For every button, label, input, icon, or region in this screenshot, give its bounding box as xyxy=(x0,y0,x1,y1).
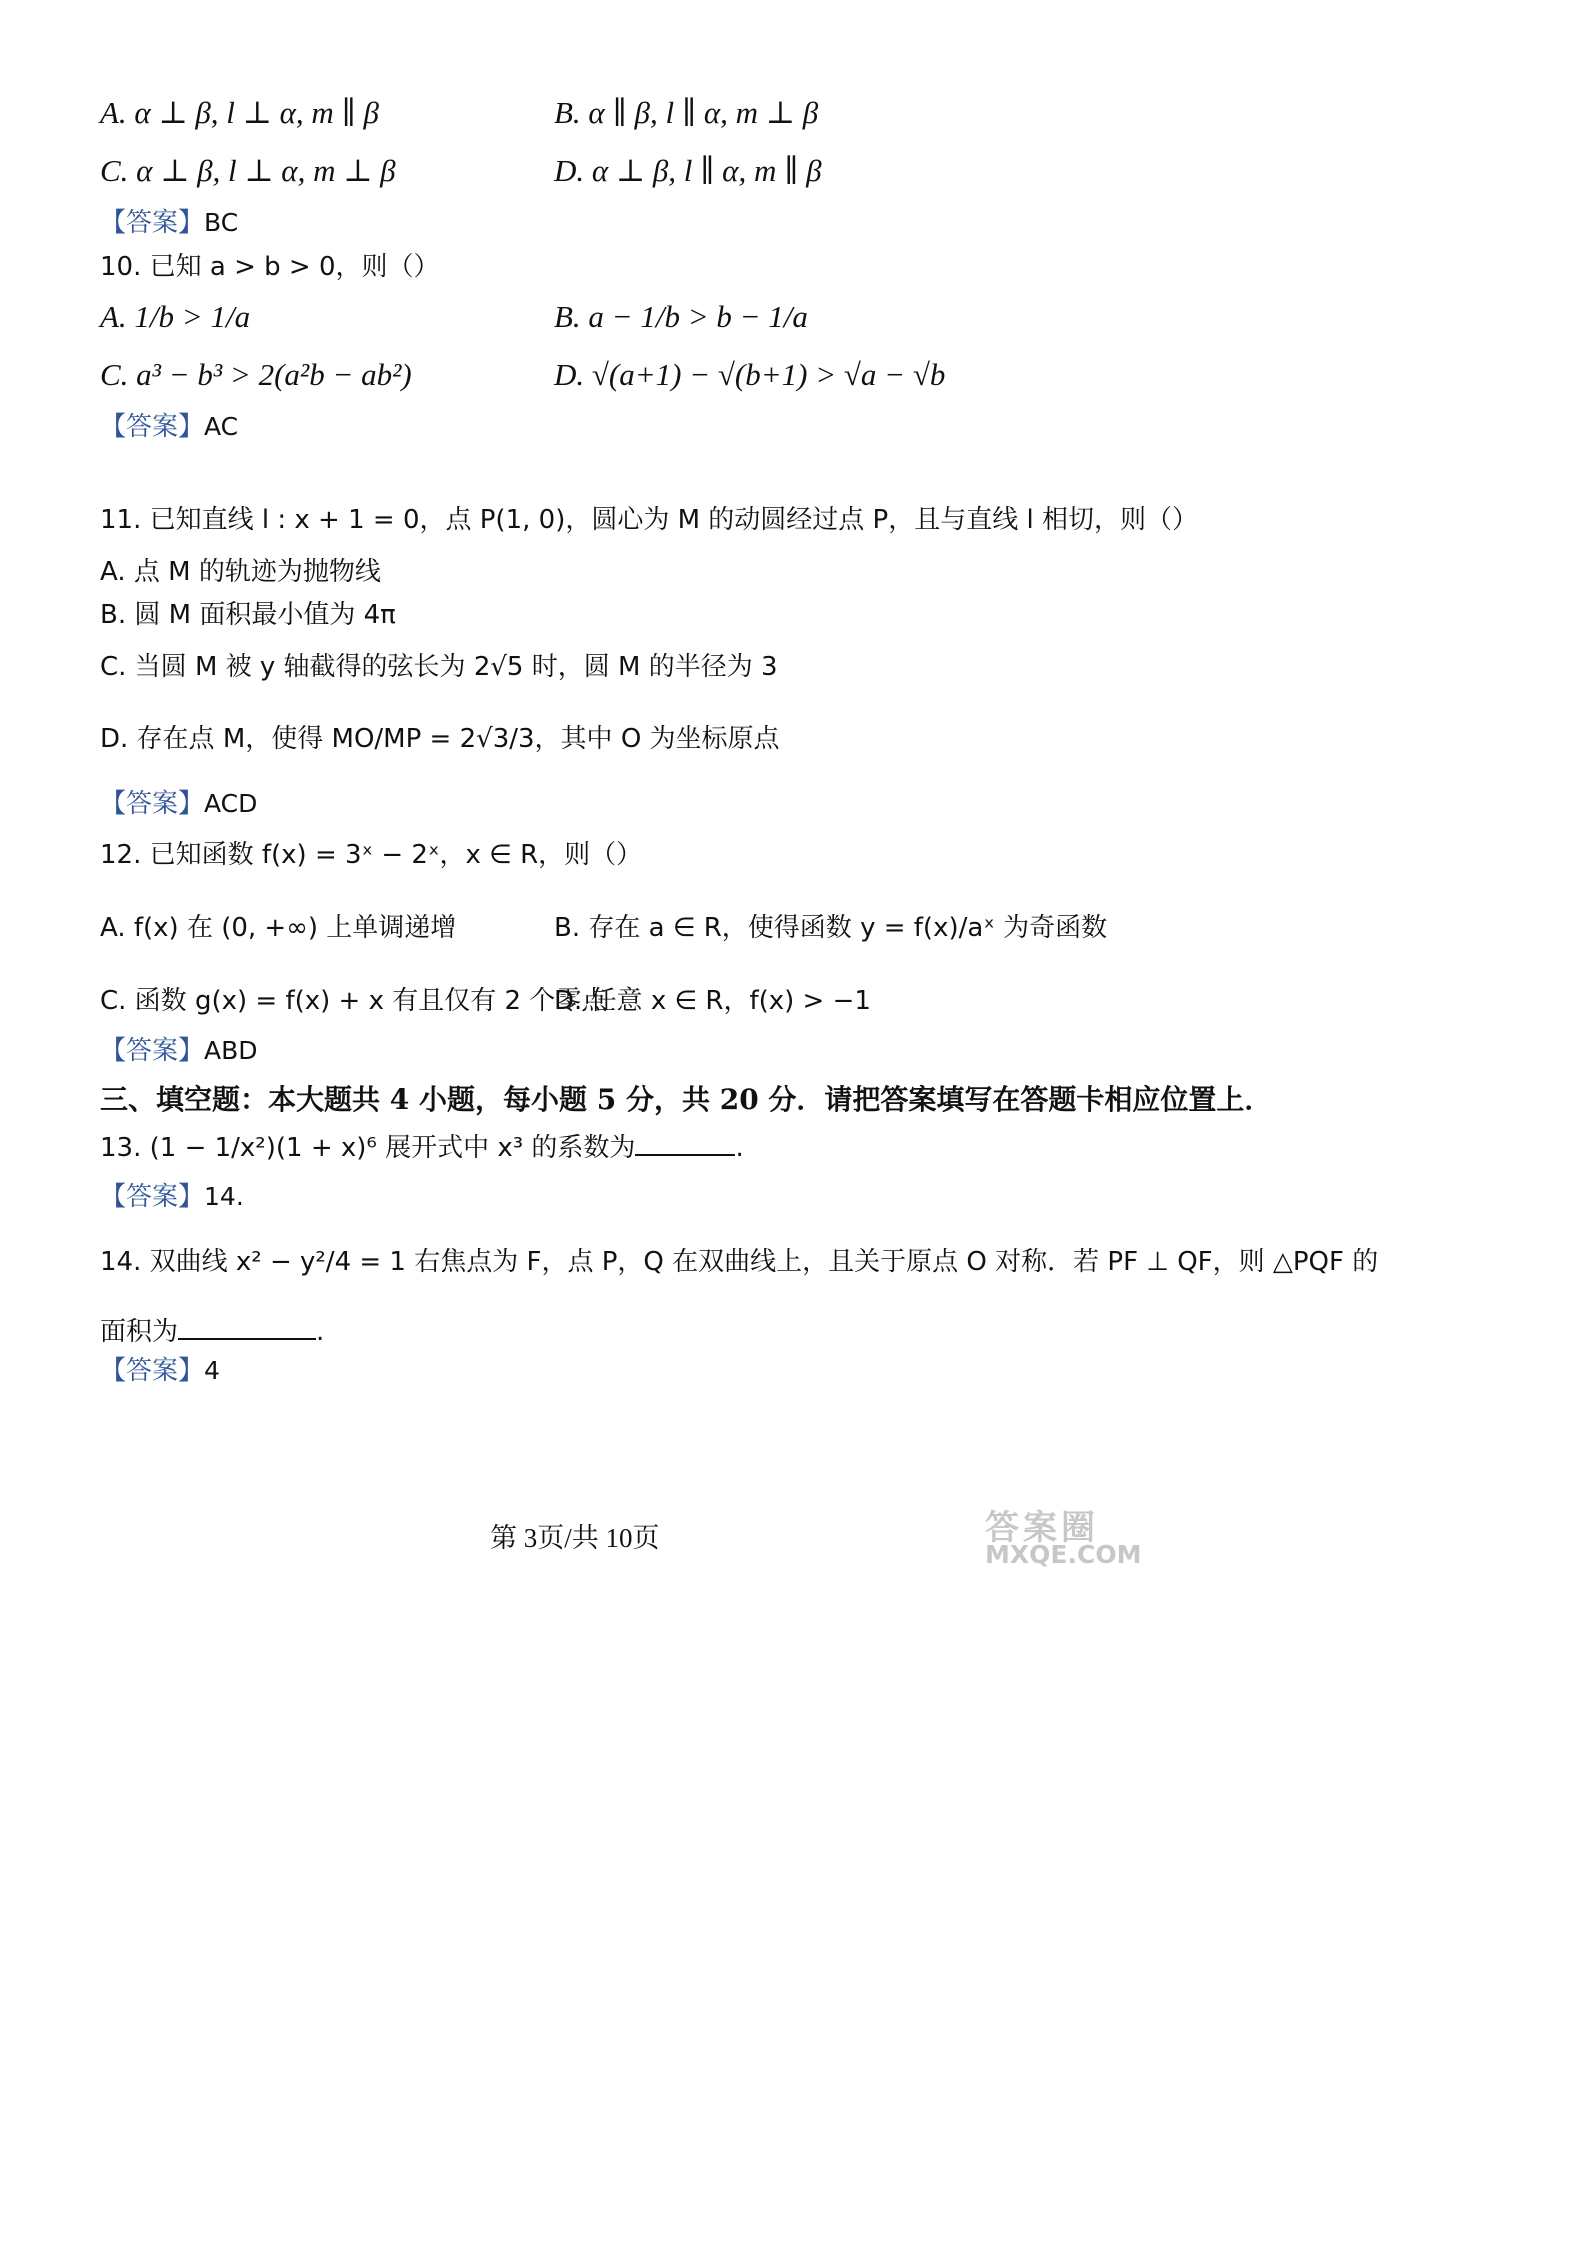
q11-option-d: D. 存在点 M，使得 MO/MP = 2√3/3，其中 O 为坐标原点 xyxy=(100,724,780,754)
q9-option-a: A. α ⊥ β, l ⊥ α, m ∥ β xyxy=(100,95,379,130)
answer-value: BC xyxy=(204,208,239,237)
answer-label: 【答案】 xyxy=(100,789,205,819)
q11-option-b: B. 圆 M 面积最小值为 4π xyxy=(100,600,396,630)
q12-option-a: A. f(x) 在 (0, +∞) 上单调递增 xyxy=(100,913,457,943)
q10-answer xyxy=(100,410,238,444)
q9-option-c: C. α ⊥ β, l ⊥ α, m ⊥ β xyxy=(100,153,396,188)
answer-blank[interactable] xyxy=(635,1128,735,1156)
q14-answer xyxy=(100,1354,220,1388)
page-footer: 第 3页/共 10页 xyxy=(490,1523,660,1553)
answer-label: 【答案】 xyxy=(100,208,205,238)
q10-option-d: D. √(a+1) − √(b+1) > √a − √b xyxy=(554,357,946,392)
watermark-logo: 答案圈 xyxy=(985,1508,1099,1548)
q13-stem: 13. (1 − 1/x²)(1 + x)⁶ 展开式中 x³ 的系数为 . xyxy=(100,1128,744,1165)
section-heading: 三、填空题：本大题共 4 小题，每小题 5 分，共 20 分．请把答案填写在答题卡相应位置上． xyxy=(100,1083,1273,1116)
answer-blank[interactable] xyxy=(178,1312,316,1340)
q14-stem-cont: 面积为 . xyxy=(100,1312,324,1349)
q12-answer xyxy=(100,1034,258,1068)
q10-option-a: A. 1/b > 1/a xyxy=(100,299,251,334)
answer-value: ABD xyxy=(204,1036,258,1065)
q10-stem: 10. 已知 a > b > 0，则（） xyxy=(100,252,440,282)
answer-value: AC xyxy=(204,412,239,441)
answer-label: 【答案】 xyxy=(100,1182,205,1212)
q10-option-b: B. a − 1/b > b − 1/a xyxy=(554,299,808,334)
q9-answer xyxy=(100,206,238,240)
q12-option-c: C. 函数 g(x) = f(x) + x 有且仅有 2 个零点 xyxy=(100,986,608,1016)
q12-stem: 12. 已知函数 f(x) = 3ˣ − 2ˣ，x ∈ R，则（） xyxy=(100,840,643,870)
answer-value: ACD xyxy=(204,789,258,818)
q11-option-a: A. 点 M 的轨迹为抛物线 xyxy=(100,557,381,587)
answer-label: 【答案】 xyxy=(100,1036,205,1066)
q9-option-b: B. α ∥ β, l ∥ α, m ⊥ β xyxy=(554,95,819,130)
watermark-domain: MXQE.COM xyxy=(985,1540,1142,1569)
q10-option-c: C. a³ − b³ > 2(a²b − ab²) xyxy=(100,357,412,392)
q14-stem: 14. 双曲线 x² − y²/4 = 1 右焦点为 F，点 P，Q 在双曲线上，且关于原点 O 对称．若 PF ⊥ QF，则 △PQF 的 xyxy=(100,1247,1379,1277)
q12-option-b: B. 存在 a ∈ R，使得函数 y = f(x)/aˣ 为奇函数 xyxy=(554,913,1108,943)
answer-label: 【答案】 xyxy=(100,412,205,442)
q13-answer xyxy=(100,1180,244,1214)
answer-value: 14. xyxy=(204,1182,244,1211)
q11-stem: 11. 已知直线 l : x + 1 = 0，点 P(1, 0)，圆心为 M 的动圆经过点 P，且与直线 l 相切，则（） xyxy=(100,505,1198,535)
answer-label: 【答案】 xyxy=(100,1356,205,1386)
q9-option-d: D. α ⊥ β, l ∥ α, m ∥ β xyxy=(554,153,822,188)
answer-value: 4 xyxy=(204,1356,220,1385)
q11-answer xyxy=(100,787,257,821)
q11-option-c: C. 当圆 M 被 y 轴截得的弦长为 2√5 时，圆 M 的半径为 3 xyxy=(100,652,778,682)
q12-option-d: D. 任意 x ∈ R，f(x) > −1 xyxy=(554,986,871,1016)
